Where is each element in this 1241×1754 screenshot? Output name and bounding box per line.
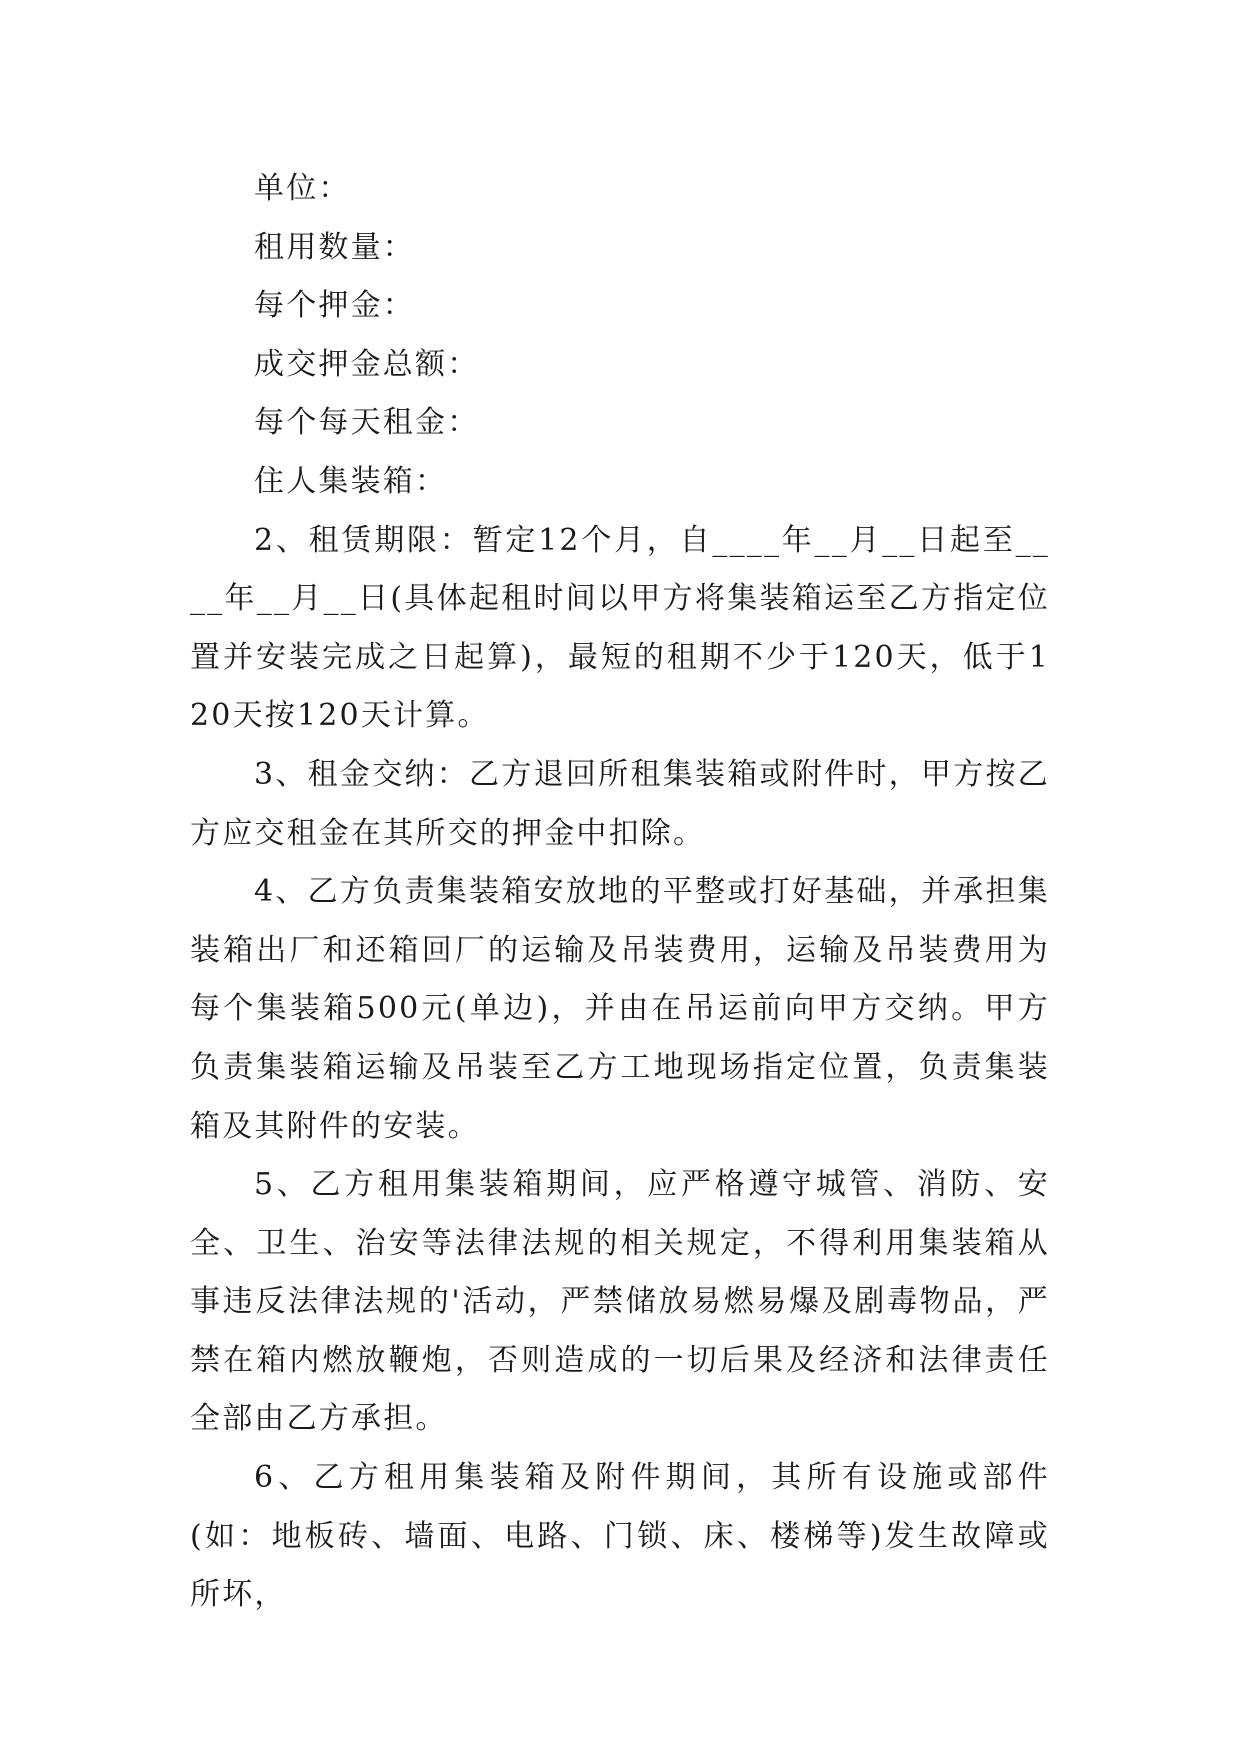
field-deposit-total: 成交押金总额： xyxy=(254,346,480,382)
field-deposit-each: 每个押金： xyxy=(254,288,415,324)
clause-5-compliance: 5、乙方租用集装箱期间，应严格遵守城管、消防、安全、卫生、治安等法律法规的相关规定，不得利用集装箱从事违反法律法规的'活动，严禁储放易燃易爆及剧毒物品，严禁在箱内燃放鞭炮，否则造成的一切后果及经济和法律责任全部由乙方承担。 xyxy=(190,1167,1050,1437)
clause-2-lease-term: 2、租赁期限：暂定12个月，自____年__月__日起至____年__月__日(具体起租时间以甲方将集装箱运至乙方指定位置并安装完成之日起算)，最短的租期不少于120天，低于120天按120天计算。 xyxy=(190,522,1050,734)
field-daily-rent-each: 每个每天租金： xyxy=(254,405,480,441)
field-rental-quantity: 租用数量： xyxy=(254,229,415,265)
clause-4-foundation-transport: 4、乙方负责集装箱安放地的平整或打好基础，并承担集装箱出厂和还箱回厂的运输及吊装费用，运输及吊装费用为每个集装箱500元(单边)，并由在吊运前向甲方交纳。甲方负责集装箱运输及吊装至乙方工地现场指定位置，负责集装箱及其附件的安装。 xyxy=(190,874,1050,1144)
contract-body xyxy=(190,160,1050,1625)
clause-3-rent-payment: 3、租金交纳：乙方退回所租集装箱或附件时，甲方按乙方应交租金在其所交的押金中扣除。 xyxy=(190,756,1050,851)
clause-6-facilities: 6、乙方租用集装箱及附件期间，其所有设施或部件(如：地板砖、墙面、电路、门锁、床、楼梯等)发生故障或所坏， xyxy=(190,1460,1050,1613)
field-unit: 单位： xyxy=(254,171,351,206)
field-residential-container: 住人集装箱： xyxy=(254,463,448,499)
